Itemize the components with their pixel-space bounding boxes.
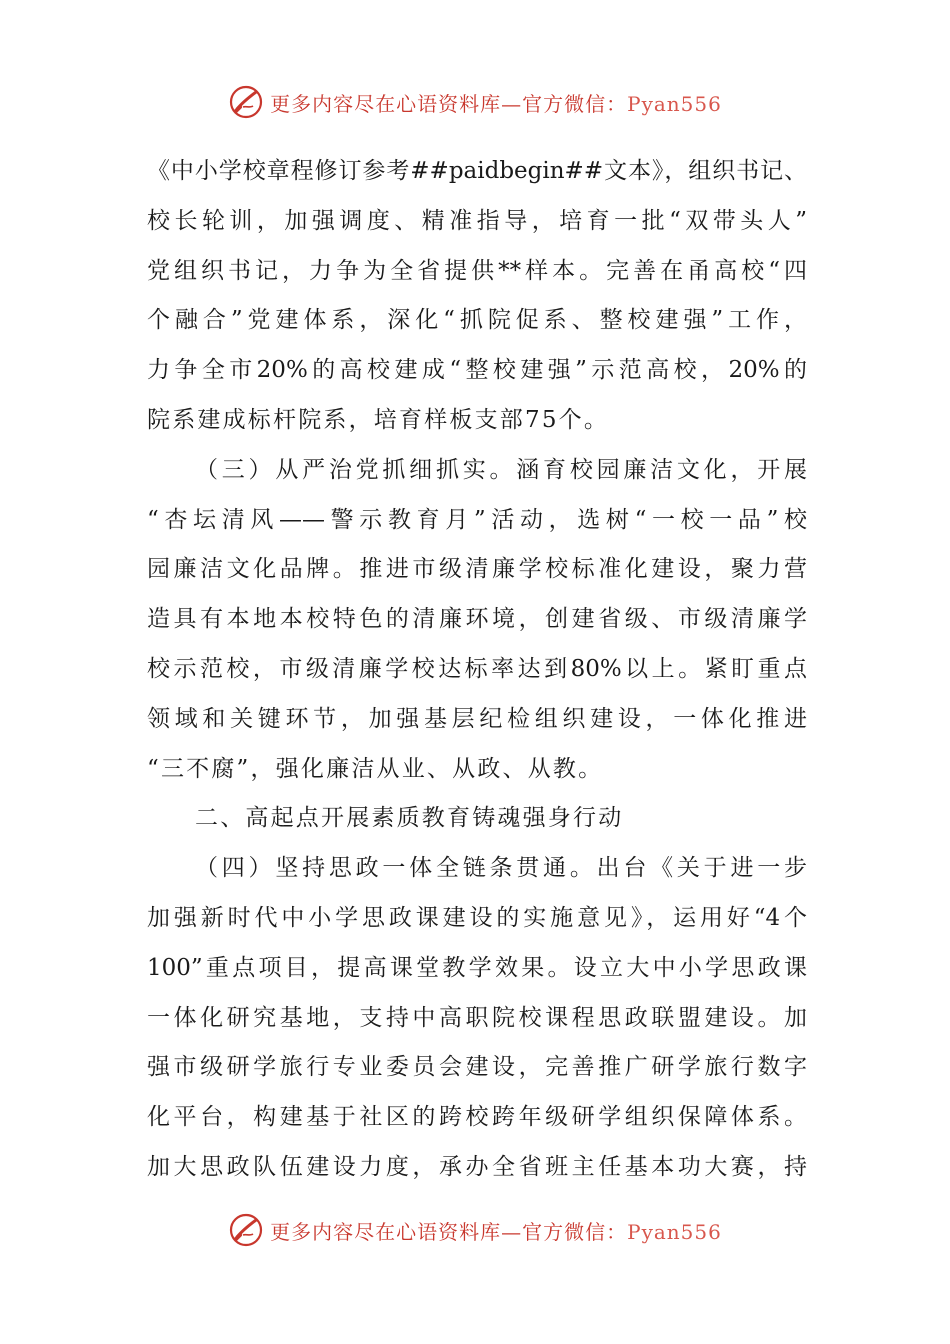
text-line: “三不腐”，强化廉洁从业、从政、从教。: [147, 755, 604, 782]
text-line: 院系建成标杆院系，培育样板支部75个。: [147, 406, 610, 433]
text-line: （三）从严治党抓细抓实。涵育校园廉洁文化，开展: [195, 456, 807, 483]
brush-logo-icon: [228, 1212, 264, 1248]
text-line: 造具有本地本校特色的清廉环境，创建省级、市级清廉学: [147, 606, 807, 633]
text-line: 党组织书记，力争为全省提供**样本。完善在甬高校“四: [147, 257, 807, 284]
document-body: [147, 147, 807, 1193]
text-line: 100”重点项目，提高课堂教学效果。设立大中小学思政课: [147, 954, 807, 981]
text-line: 加大思政队伍建设力度，承办全省班主任基本功大赛，持: [147, 1153, 807, 1180]
text-line: “杏坛清风——警示教育月”活动，选树“一校一品”校: [147, 506, 807, 533]
wechat-id: Pyan556: [627, 1219, 722, 1244]
text-line: 个融合”党建体系，深化“抓院促系、整校建强”工作，: [147, 307, 807, 334]
text-line: 校长轮训，加强调度、精准指导，培育一批“双带头人”: [147, 207, 807, 234]
text-line: 二、高起点开展素质教育铸魂强身行动: [195, 805, 624, 832]
text-line: 《中小学校章程修订参考##paidbegin##文本》，组织书记、: [147, 158, 807, 184]
text-line: 强市级研学旅行专业委员会建设，完善推广研学旅行数字: [147, 1054, 807, 1081]
footer-watermark-banner: [0, 1208, 950, 1252]
text-line: 一体化研究基地，支持中高职院校课程思政联盟建设。加: [147, 1004, 807, 1031]
header-watermark-text: 更多内容尽在心语资料库—官方微信：Pyan556: [270, 91, 722, 116]
text-line: 园廉洁文化品牌。推进市级清廉学校标准化建设，聚力营: [147, 556, 807, 583]
text-line: 领域和关键环节，加强基层纪检组织建设，一体化推进: [147, 705, 807, 732]
wechat-id: Pyan556: [627, 91, 722, 116]
text-line: 校示范校，市级清廉学校达标率达到80%以上。紧盯重点: [147, 655, 807, 682]
text-line: 力争全市20%的高校建成“整校建强”示范高校，20%的: [147, 357, 807, 384]
text-line: 化平台，构建基于社区的跨校跨年级研学组织保障体系。: [147, 1104, 807, 1131]
brush-logo-icon: [228, 84, 264, 120]
text-line: 加强新时代中小学思政课建设的实施意见》，运用好“4个: [147, 904, 807, 931]
footer-watermark-text: 更多内容尽在心语资料库—官方微信：Pyan556: [270, 1219, 722, 1244]
header-watermark-banner: [0, 80, 950, 124]
text-line: （四）坚持思政一体全链条贯通。出台《关于进一步: [195, 855, 807, 882]
